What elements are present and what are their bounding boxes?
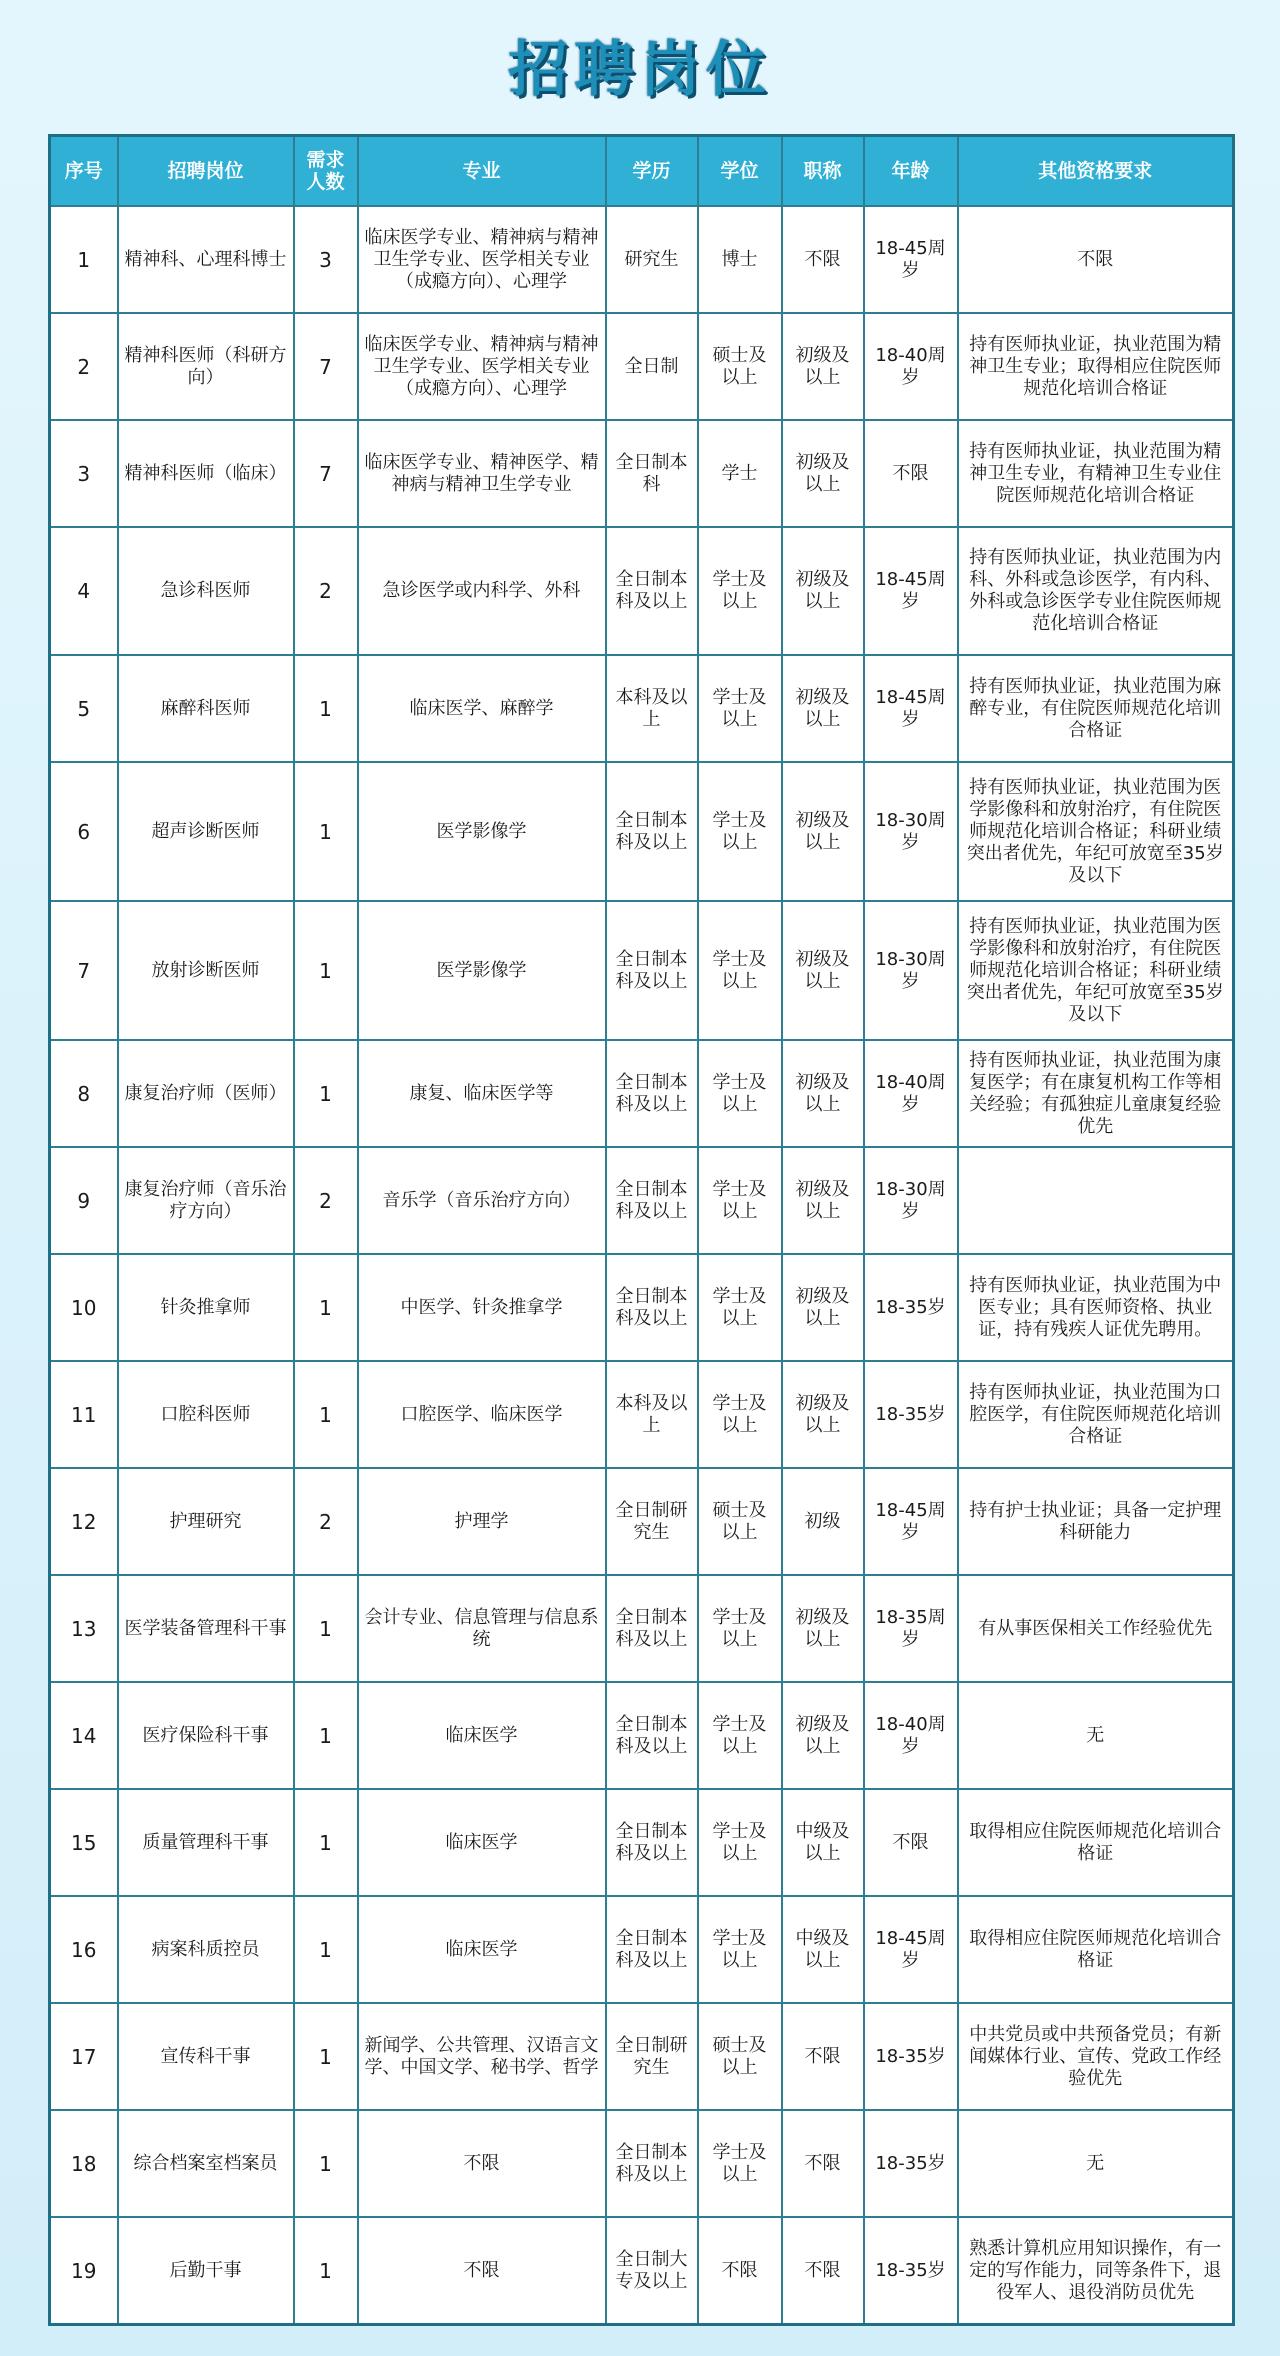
cell-position: 后勤干事 [118, 2217, 294, 2325]
cell-index: 9 [50, 1147, 118, 1254]
cell-major: 临床医学 [358, 1789, 606, 1896]
cell-major: 不限 [358, 2110, 606, 2217]
cell-education: 全日制研究生 [606, 2003, 698, 2110]
cell-title: 不限 [782, 2110, 864, 2217]
cell-count: 1 [294, 1040, 358, 1147]
cell-major: 不限 [358, 2217, 606, 2325]
cell-major: 中医学、针灸推拿学 [358, 1254, 606, 1361]
cell-education: 全日制本科及以上 [606, 1896, 698, 2003]
cell-degree: 硕士及以上 [698, 313, 782, 420]
cell-education: 全日制大专及以上 [606, 2217, 698, 2325]
cell-major: 会计专业、信息管理与信息系统 [358, 1575, 606, 1682]
table-row [50, 1789, 1234, 1896]
cell-age: 不限 [864, 1789, 958, 1896]
cell-age: 18-35岁 [864, 2110, 958, 2217]
cell-major: 音乐学（音乐治疗方向） [358, 1147, 606, 1254]
cell-requirements: 中共党员或中共预备党员；有新闻媒体行业、宣传、党政工作经验优先 [958, 2003, 1234, 2110]
table-row [50, 1361, 1234, 1468]
cell-title: 初级及以上 [782, 1040, 864, 1147]
cell-position: 康复治疗师（音乐治疗方向） [118, 1147, 294, 1254]
cell-count: 1 [294, 1575, 358, 1682]
cell-title: 初级 [782, 1468, 864, 1575]
cell-requirements: 取得相应住院医师规范化培训合格证 [958, 1789, 1234, 1896]
header-requirements: 其他资格要求 [958, 136, 1234, 207]
cell-major: 临床医学、麻醉学 [358, 655, 606, 762]
table-row [50, 762, 1234, 901]
cell-count: 2 [294, 527, 358, 655]
cell-degree: 学士及以上 [698, 1896, 782, 2003]
table-row [50, 2110, 1234, 2217]
cell-index: 16 [50, 1896, 118, 2003]
cell-major: 临床医学专业、精神病与精神卫生学专业、医学相关专业（成瘾方向）、心理学 [358, 206, 606, 313]
cell-degree: 学士 [698, 420, 782, 527]
cell-title: 初级及以上 [782, 901, 864, 1040]
cell-position: 精神科医师（临床） [118, 420, 294, 527]
cell-count: 1 [294, 1789, 358, 1896]
cell-education: 全日制本科 [606, 420, 698, 527]
cell-education: 全日制本科及以上 [606, 1040, 698, 1147]
cell-major: 康复、临床医学等 [358, 1040, 606, 1147]
cell-major: 口腔医学、临床医学 [358, 1361, 606, 1468]
cell-count: 1 [294, 2217, 358, 2325]
cell-count: 7 [294, 313, 358, 420]
table-row [50, 1896, 1234, 2003]
cell-count: 2 [294, 1147, 358, 1254]
cell-position: 病案科质控员 [118, 1896, 294, 2003]
cell-education: 本科及以上 [606, 1361, 698, 1468]
cell-count: 1 [294, 655, 358, 762]
cell-degree: 学士及以上 [698, 1682, 782, 1789]
table-row [50, 901, 1234, 1040]
cell-major: 临床医学专业、精神病与精神卫生学专业、医学相关专业（成瘾方向）、心理学 [358, 313, 606, 420]
cell-requirements: 取得相应住院医师规范化培训合格证 [958, 1896, 1234, 2003]
cell-position: 医学装备管理科干事 [118, 1575, 294, 1682]
table-row [50, 655, 1234, 762]
cell-position: 综合档案室档案员 [118, 2110, 294, 2217]
cell-count: 1 [294, 2110, 358, 2217]
cell-title: 初级及以上 [782, 1575, 864, 1682]
cell-index: 7 [50, 901, 118, 1040]
cell-title: 初级及以上 [782, 420, 864, 527]
cell-education: 全日制本科及以上 [606, 1147, 698, 1254]
cell-degree: 学士及以上 [698, 762, 782, 901]
cell-age: 18-35周岁 [864, 1575, 958, 1682]
cell-requirements: 持有医师执业证，执业范围为医学影像科和放射治疗，有住院医师规范化培训合格证；科研业绩突出者优先，年纪可放宽至35岁及以下 [958, 762, 1234, 901]
cell-degree: 学士及以上 [698, 655, 782, 762]
table-row [50, 420, 1234, 527]
cell-index: 5 [50, 655, 118, 762]
header-age: 年龄 [864, 136, 958, 207]
cell-position: 医疗保险科干事 [118, 1682, 294, 1789]
cell-count: 2 [294, 1468, 358, 1575]
cell-education: 全日制本科及以上 [606, 1254, 698, 1361]
cell-index: 17 [50, 2003, 118, 2110]
cell-position: 超声诊断医师 [118, 762, 294, 901]
cell-requirements: 持有医师执业证，执业范围为医学影像科和放射治疗，有住院医师规范化培训合格证；科研业绩突出者优先，年纪可放宽至35岁及以下 [958, 901, 1234, 1040]
cell-degree: 学士及以上 [698, 1254, 782, 1361]
cell-age: 18-40周岁 [864, 1040, 958, 1147]
cell-title: 初级及以上 [782, 1682, 864, 1789]
cell-requirements: 持有医师执业证，执业范围为内科、外科或急诊医学，有内科、外科或急诊医学专业住院医师规范化培训合格证 [958, 527, 1234, 655]
cell-major: 新闻学、公共管理、汉语言文学、中国文学、秘书学、哲学 [358, 2003, 606, 2110]
cell-title: 中级及以上 [782, 1789, 864, 1896]
cell-index: 6 [50, 762, 118, 901]
cell-count: 1 [294, 901, 358, 1040]
cell-index: 12 [50, 1468, 118, 1575]
cell-age: 18-45周岁 [864, 206, 958, 313]
cell-count: 1 [294, 1254, 358, 1361]
cell-index: 3 [50, 420, 118, 527]
cell-count: 1 [294, 2003, 358, 2110]
cell-education: 全日制本科及以上 [606, 2110, 698, 2217]
table-row [50, 527, 1234, 655]
cell-title: 初级及以上 [782, 1361, 864, 1468]
cell-major: 医学影像学 [358, 901, 606, 1040]
cell-major: 临床医学专业、精神医学、精神病与精神卫生学专业 [358, 420, 606, 527]
cell-requirements: 持有医师执业证，执业范围为精神卫生专业；取得相应住院医师规范化培训合格证 [958, 313, 1234, 420]
table-row [50, 2003, 1234, 2110]
cell-education: 全日制 [606, 313, 698, 420]
cell-age: 18-45周岁 [864, 1468, 958, 1575]
table-header-row [50, 136, 1234, 207]
cell-age: 18-45周岁 [864, 527, 958, 655]
table-row [50, 1682, 1234, 1789]
cell-count: 1 [294, 1361, 358, 1468]
cell-title: 初级及以上 [782, 1147, 864, 1254]
cell-index: 10 [50, 1254, 118, 1361]
cell-age: 18-45周岁 [864, 655, 958, 762]
cell-age: 18-30周岁 [864, 762, 958, 901]
cell-degree: 学士及以上 [698, 1040, 782, 1147]
cell-requirements: 无 [958, 2110, 1234, 2217]
cell-education: 全日制本科及以上 [606, 762, 698, 901]
cell-requirements: 不限 [958, 206, 1234, 313]
cell-index: 1 [50, 206, 118, 313]
header-index: 序号 [50, 136, 118, 207]
cell-degree: 学士及以上 [698, 1575, 782, 1682]
cell-education: 全日制研究生 [606, 1468, 698, 1575]
cell-education: 全日制本科及以上 [606, 527, 698, 655]
page-title: 招聘岗位 [508, 35, 772, 105]
cell-index: 18 [50, 2110, 118, 2217]
cell-index: 13 [50, 1575, 118, 1682]
cell-requirements: 有从事医保相关工作经验优先 [958, 1575, 1234, 1682]
cell-position: 针灸推拿师 [118, 1254, 294, 1361]
cell-degree: 学士及以上 [698, 1147, 782, 1254]
cell-count: 1 [294, 1896, 358, 2003]
table-row [50, 2217, 1234, 2325]
table-row [50, 1040, 1234, 1147]
cell-age: 18-30周岁 [864, 1147, 958, 1254]
table-body [50, 206, 1234, 2325]
cell-requirements: 持有医师执业证，执业范围为精神卫生专业，有精神卫生专业住院医师规范化培训合格证 [958, 420, 1234, 527]
cell-age: 18-40周岁 [864, 313, 958, 420]
header-degree: 学位 [698, 136, 782, 207]
cell-requirements: 持有医师执业证，执业范围为康复医学；有在康复机构工作等相关经验；有孤独症儿童康复经验优先 [958, 1040, 1234, 1147]
cell-title: 中级及以上 [782, 1896, 864, 2003]
cell-title: 不限 [782, 2217, 864, 2325]
cell-age: 18-35岁 [864, 1254, 958, 1361]
cell-age: 18-45周岁 [864, 1896, 958, 2003]
cell-degree: 学士及以上 [698, 901, 782, 1040]
cell-title: 初级及以上 [782, 1254, 864, 1361]
cell-degree: 学士及以上 [698, 527, 782, 655]
cell-requirements [958, 1147, 1234, 1254]
cell-degree: 学士及以上 [698, 1789, 782, 1896]
cell-age: 18-35岁 [864, 2003, 958, 2110]
cell-index: 8 [50, 1040, 118, 1147]
cell-title: 初级及以上 [782, 527, 864, 655]
cell-index: 11 [50, 1361, 118, 1468]
cell-index: 15 [50, 1789, 118, 1896]
cell-title: 不限 [782, 2003, 864, 2110]
cell-degree: 博士 [698, 206, 782, 313]
cell-major: 医学影像学 [358, 762, 606, 901]
cell-index: 19 [50, 2217, 118, 2325]
cell-requirements: 持有医师执业证，执业范围为口腔医学，有住院医师规范化培训合格证 [958, 1361, 1234, 1468]
cell-requirements: 持有护士执业证；具备一定护理科研能力 [958, 1468, 1234, 1575]
cell-index: 14 [50, 1682, 118, 1789]
cell-title: 初级及以上 [782, 762, 864, 901]
cell-count: 7 [294, 420, 358, 527]
cell-age: 18-40周岁 [864, 1682, 958, 1789]
cell-education: 全日制本科及以上 [606, 901, 698, 1040]
cell-position: 质量管理科干事 [118, 1789, 294, 1896]
cell-major: 临床医学 [358, 1682, 606, 1789]
table-row [50, 206, 1234, 313]
cell-major: 急诊医学或内科学、外科 [358, 527, 606, 655]
cell-count: 3 [294, 206, 358, 313]
cell-title: 初级及以上 [782, 655, 864, 762]
cell-title: 不限 [782, 206, 864, 313]
cell-requirements: 持有医师执业证，执业范围为麻醉专业，有住院医师规范化培训合格证 [958, 655, 1234, 762]
cell-education: 全日制本科及以上 [606, 1682, 698, 1789]
cell-index: 2 [50, 313, 118, 420]
cell-major: 临床医学 [358, 1896, 606, 2003]
table-row [50, 1468, 1234, 1575]
cell-requirements: 熟悉计算机应用知识操作，有一定的写作能力，同等条件下，退役军人、退役消防员优先 [958, 2217, 1234, 2325]
cell-education: 全日制本科及以上 [606, 1789, 698, 1896]
table-row [50, 313, 1234, 420]
cell-position: 护理研究 [118, 1468, 294, 1575]
cell-position: 麻醉科医师 [118, 655, 294, 762]
cell-position: 口腔科医师 [118, 1361, 294, 1468]
header-major: 专业 [358, 136, 606, 207]
cell-degree: 学士及以上 [698, 1361, 782, 1468]
cell-index: 4 [50, 527, 118, 655]
cell-education: 研究生 [606, 206, 698, 313]
cell-degree: 硕士及以上 [698, 1468, 782, 1575]
cell-requirements: 持有医师执业证，执业范围为中医专业；具有医师资格、执业证，持有残疾人证优先聘用。 [958, 1254, 1234, 1361]
recruitment-table [48, 134, 1235, 2326]
cell-age: 18-30周岁 [864, 901, 958, 1040]
cell-position: 精神科、心理科博士 [118, 206, 294, 313]
cell-requirements: 无 [958, 1682, 1234, 1789]
header-position: 招聘岗位 [118, 136, 294, 207]
header-count: 需求人数 [294, 136, 358, 207]
cell-position: 康复治疗师（医师） [118, 1040, 294, 1147]
cell-position: 宣传科干事 [118, 2003, 294, 2110]
header-title: 职称 [782, 136, 864, 207]
cell-major: 护理学 [358, 1468, 606, 1575]
cell-position: 放射诊断医师 [118, 901, 294, 1040]
cell-education: 本科及以上 [606, 655, 698, 762]
cell-education: 全日制本科及以上 [606, 1575, 698, 1682]
table-row [50, 1147, 1234, 1254]
cell-title: 初级及以上 [782, 313, 864, 420]
cell-age: 不限 [864, 420, 958, 527]
header-education: 学历 [606, 136, 698, 207]
cell-count: 1 [294, 1682, 358, 1789]
cell-position: 急诊科医师 [118, 527, 294, 655]
table-row [50, 1254, 1234, 1361]
cell-age: 18-35岁 [864, 1361, 958, 1468]
table-row [50, 1575, 1234, 1682]
cell-position: 精神科医师（科研方向） [118, 313, 294, 420]
cell-degree: 不限 [698, 2217, 782, 2325]
cell-degree: 学士及以上 [698, 2110, 782, 2217]
cell-age: 18-35岁 [864, 2217, 958, 2325]
cell-count: 1 [294, 762, 358, 901]
cell-degree: 硕士及以上 [698, 2003, 782, 2110]
